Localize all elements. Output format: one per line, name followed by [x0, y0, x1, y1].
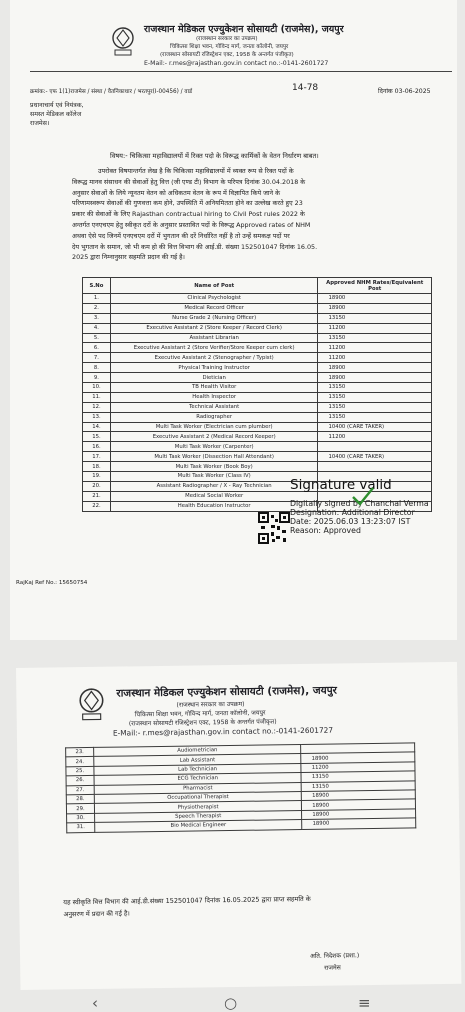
cell-post-name: Multi Task Worker (Carpenter) [110, 442, 318, 452]
cell-rate: 13150 [318, 412, 432, 422]
table-header-row [83, 278, 432, 294]
cell-post-name: Multi Task Worker (Class IV) [110, 472, 318, 482]
cell-sno: 9. [83, 373, 111, 383]
cell-sno: 21. [83, 491, 111, 501]
body-line: अन्तर्गत एनएचएम हेतु स्वीकृत दरों के अनुसार प्रस्तावित पदों के विरूद्ध Approved rates of NHM [72, 220, 311, 229]
cell-post-name: Executive Assistant 2 (Medical Record Keeper) [110, 432, 318, 442]
header-sub3: (राजस्थान सोसायटी रजिस्ट्रेशन एक्ट, 1958 के अन्तर्गत पंजीकृत) [128, 718, 277, 728]
body-line: 2025 द्वारा निम्नानुसार सहमति प्रदान की गई है। [72, 253, 185, 262]
reference-number: क्रमांक:- एफ 1(1)राजमेस / संस्था / वैतनिकाधार / भरतपुर(I-00456) / वार्ड [30, 89, 193, 95]
closing-line-2: अनुसरण में प्रदान की गई है। [63, 909, 130, 919]
letter-date: दिनांक 03-06-2025 [378, 88, 431, 95]
table-row [83, 353, 432, 363]
cell-sno: 1. [83, 294, 111, 304]
cell-rate: 18900 [302, 818, 416, 829]
cell-rate: 13150 [318, 383, 432, 393]
cell-rate: 11200 [318, 343, 432, 353]
body-line: अनुसार सेवाओं के लिये न्यूनतम वेतन को अधिकतम वेतन के रूप में विज्ञापित किये जाने के [72, 188, 280, 197]
table-row [83, 303, 432, 313]
cell-post-name: Bio Medical Engineer [95, 820, 303, 832]
table-row [83, 422, 432, 432]
cell-post-name: Multi Task Worker (Book Boy) [110, 462, 318, 472]
cell-sno: 24. [66, 757, 94, 767]
cell-post-name: Pharmacist [94, 782, 302, 794]
cell-post-name: Health Education Instructor [110, 501, 318, 511]
cell-post-name: Audiometrician [94, 745, 302, 757]
table-row [83, 333, 432, 343]
table-row [83, 323, 432, 333]
cell-rate: 18900 [302, 799, 416, 810]
body-line: परिणामस्वरूप सेवाओं की गुणवत्ता कम होने, उपस्थिति में अनियमितता होने का उल्लेख करते हुए 23 [72, 199, 303, 208]
cell-rate: 13150 [301, 771, 415, 782]
cell-post-name: TB Health Visitor [110, 383, 318, 393]
signatory-designation: अति. निदेशक (प्रशा.) [310, 952, 360, 960]
cell-sno: 11. [83, 392, 111, 402]
header-contact: E-Mail:- r.mes@rajasthan.gov.in contact no.:-0141-2601727 [144, 60, 329, 67]
cell-rate: 18900 [318, 294, 432, 304]
table-row [83, 432, 432, 442]
table-row [83, 462, 432, 472]
cell-rate: 18900 [318, 303, 432, 313]
cell-sno: 20. [83, 481, 111, 491]
cell-rate: 10400 (CARE TAKER) [318, 422, 432, 432]
cell-rate: 10400 (CARE TAKER) [318, 452, 432, 462]
cell-post-name: Speech Therapist [94, 810, 302, 822]
cell-post-name: Medical Social Worker [110, 491, 318, 501]
cell-post-name: Executive Assistant 2 (Store Verifier/Store Keeper cum clerk) [110, 343, 318, 353]
header-sub2: चिकित्सा शिक्षा भवन, गोविन्द मार्ग, जनता कॉलोनी, जयपुर [170, 44, 289, 50]
cell-post-name: Nurse Grade 2 (Nursing Officer) [110, 313, 318, 323]
cell-post-name: Lab Assistant [94, 754, 302, 766]
body-line: उपरोक्त विषयान्तर्गत लेख है कि चिकित्सा महाविद्यालयों में व्यक्त रूप से रिक्त पदों के [98, 167, 294, 175]
posts-table-continued [65, 742, 416, 832]
cell-post-name: Physical Training Instructor [110, 363, 318, 373]
cell-post-name: Executive Assistant 2 (Stenographer / Typist) [110, 353, 318, 363]
cell-sno: 13. [83, 412, 111, 422]
body-line: अथवा ऐसे पद जिनमें एनएचएम दरों में भुगतान की दरें निर्धारित नहीं है तो उन्हें समकक्ष पदों पर [72, 231, 290, 240]
cell-rate: 18900 [318, 373, 432, 383]
cell-sno: 23. [66, 747, 94, 757]
signatory-office: राजमेस [324, 964, 341, 972]
emblem-icon [74, 687, 108, 723]
subject-line: विषय:- चिकित्सा महाविद्यालयों में रिक्त पदो के विरूद्ध कार्मिकों के वेतन निर्धारण बाबत। [110, 152, 319, 160]
signature-signed-by: Digitally signed by Chanchal Verma [290, 499, 429, 508]
cell-rate: 13150 [318, 333, 432, 343]
home-icon[interactable]: ○ [224, 994, 238, 1012]
table-row [83, 412, 432, 422]
header-sub1: (राजस्थान सरकार का उपक्रम) [196, 36, 258, 42]
table-row [83, 373, 432, 383]
check-icon [350, 485, 376, 507]
cell-rate: 11200 [318, 323, 432, 333]
cell-sno: 31. [67, 823, 95, 833]
cell-post-name: Occupational Therapist [94, 791, 302, 803]
cell-post-name: Clinical Psychologist [110, 294, 318, 304]
table-row [83, 442, 432, 452]
cell-sno: 18. [83, 462, 111, 472]
cell-post-name: ECG Technician [94, 773, 302, 785]
recent-apps-icon[interactable]: ≡ [358, 994, 371, 1012]
cell-rate: 13150 [318, 313, 432, 323]
header-title: राजस्थान मेडिकल एज्युकेशन सोसायटी (राजमेस), जयपुर [116, 684, 338, 700]
cell-sno: 25. [66, 766, 94, 776]
table-row [83, 452, 432, 462]
cell-rate: 13150 [318, 402, 432, 412]
addressee-line-2: समस्त मेडिकल कॉलेज [30, 111, 82, 118]
cell-post-name: Dietician [110, 373, 318, 383]
cell-sno: 22. [83, 501, 111, 511]
cell-sno: 19. [83, 472, 111, 482]
table-row [83, 313, 432, 323]
cell-sno: 27. [66, 785, 94, 795]
signature-valid-title: Signature valid [290, 477, 392, 493]
navigation-bar [0, 992, 465, 1012]
cell-sno: 26. [66, 776, 94, 786]
cell-post-name: Multi Task Worker (Dissection Hall Attendant) [110, 452, 318, 462]
cell-post-name: Multi Task Worker (Electrician cum plumber) [110, 422, 318, 432]
cell-rate: 11200 [318, 432, 432, 442]
header-sub1: (राजस्थान सरकार का उपक्रम) [176, 700, 245, 709]
header-sub2: चिकित्सा शिक्षा भवन, गोविन्द मार्ग, जनता कॉलोनी, जयपुर [134, 709, 266, 719]
body-line: देय भुगतान के समान, जो भी कम हो की वित्त विभाग की आई.डी. संख्या 152501047 दिनांक 16.05. [72, 242, 318, 251]
cell-sno: 15. [83, 432, 111, 442]
addressee-line-1: प्रधानाचार्य एवं नियंत्रक, [30, 102, 84, 109]
cell-rate: 18900 [301, 752, 415, 763]
table-row [83, 392, 432, 402]
cell-sno: 2. [83, 303, 111, 313]
table-row [83, 343, 432, 353]
signature-date: Date: 2025.06.03 13:23:07 IST [290, 517, 411, 526]
cell-rate: 13150 [301, 781, 415, 792]
body-line: विरूद्ध मानव संसाधन की सेवाओं हेतु वित्त (जी एण्ड टी) विभाग के परिपत्र दिनांक 30.04.2018 के [72, 177, 306, 186]
body-line: प्रकार की सेवाओं के लिए Rajasthan contractual hiring to Civil Post rules 2022 के [72, 210, 305, 219]
cell-rate: 18900 [302, 809, 416, 820]
cell-sno: 5. [83, 333, 111, 343]
cell-post-name: Technical Assistant [110, 402, 318, 412]
cell-rate [318, 442, 432, 452]
cell-sno: 16. [83, 442, 111, 452]
cell-sno: 17. [83, 452, 111, 462]
signature-designation: Designation: Additional Director [290, 508, 415, 517]
cell-sno: 30. [67, 813, 95, 823]
column-header-sno: S.No [83, 278, 111, 294]
cell-rate: 18900 [302, 790, 416, 801]
table-row [83, 402, 432, 412]
reference-handwritten-number: 14-78 [292, 83, 319, 93]
table-row [83, 383, 432, 393]
body-paragraph [72, 166, 317, 263]
addressee-line-3: राजमेस। [30, 120, 50, 127]
cell-post-name: Lab Technician [94, 763, 302, 775]
cell-sno: 12. [83, 402, 111, 412]
header-sub3: (राजस्थान सोसायटी रजिस्ट्रेशन एक्ट, 1958 के अन्तर्गत पंजीकृत) [160, 52, 294, 58]
column-header-rate: Approved NHM Rates/Equivalent Post [318, 278, 432, 294]
cell-sno: 14. [83, 422, 111, 432]
letter-page-1 [10, 0, 457, 640]
cell-rate [318, 462, 432, 472]
back-icon[interactable]: ‹ [92, 994, 98, 1012]
cell-sno: 7. [83, 353, 111, 363]
signature-reason: Reason: Approved [290, 526, 361, 535]
rajkaj-reference: RajKaj Ref No.: 15650754 [16, 580, 88, 586]
table-row [83, 294, 432, 304]
emblem-icon [108, 26, 138, 58]
cell-post-name: Physiotherapist [94, 801, 302, 813]
cell-post-name: Radiographer [110, 412, 318, 422]
cell-post-name: Assistant Librarian [110, 333, 318, 343]
cell-post-name: Assistant Radiographer / X - Ray Technician [110, 481, 318, 491]
table-row [83, 363, 432, 373]
header-contact: E-Mail:- r.mes@rajasthan.gov.in contact no.:-0141-2601727 [112, 725, 334, 738]
cell-rate: 11200 [318, 353, 432, 363]
cell-sno: 4. [83, 323, 111, 333]
cell-rate: 18900 [318, 363, 432, 373]
cell-sno: 10. [83, 383, 111, 393]
cell-rate: 13150 [318, 392, 432, 402]
closing-line-1: यह स्वीकृति वित्त विभाग की आई.डी.संख्या 152501047 दिनांक 16.05.2025 द्वारा प्राप्त सहमति के [63, 894, 311, 907]
header-divider [30, 71, 452, 72]
cell-sno: 28. [66, 794, 94, 804]
qr-code-icon [258, 512, 290, 544]
cell-post-name: Executive Assistant 2 (Store Keeper / Record Clerk) [110, 323, 318, 333]
cell-post-name: Medical Record Officer [110, 303, 318, 313]
digital-signature [290, 477, 429, 535]
cell-sno: 29. [66, 804, 94, 814]
cell-sno: 3. [83, 313, 111, 323]
column-header-post: Name of Post [110, 278, 318, 294]
cell-sno: 8. [83, 363, 111, 373]
letter-page-2 [16, 662, 461, 990]
cell-post-name: Health Inspector [110, 392, 318, 402]
cell-sno: 6. [83, 343, 111, 353]
header-title: राजस्थान मेडिकल एज्युकेशन सोसायटी (राजमेस), जयपुर [144, 24, 344, 35]
cell-rate: 11200 [301, 762, 415, 773]
